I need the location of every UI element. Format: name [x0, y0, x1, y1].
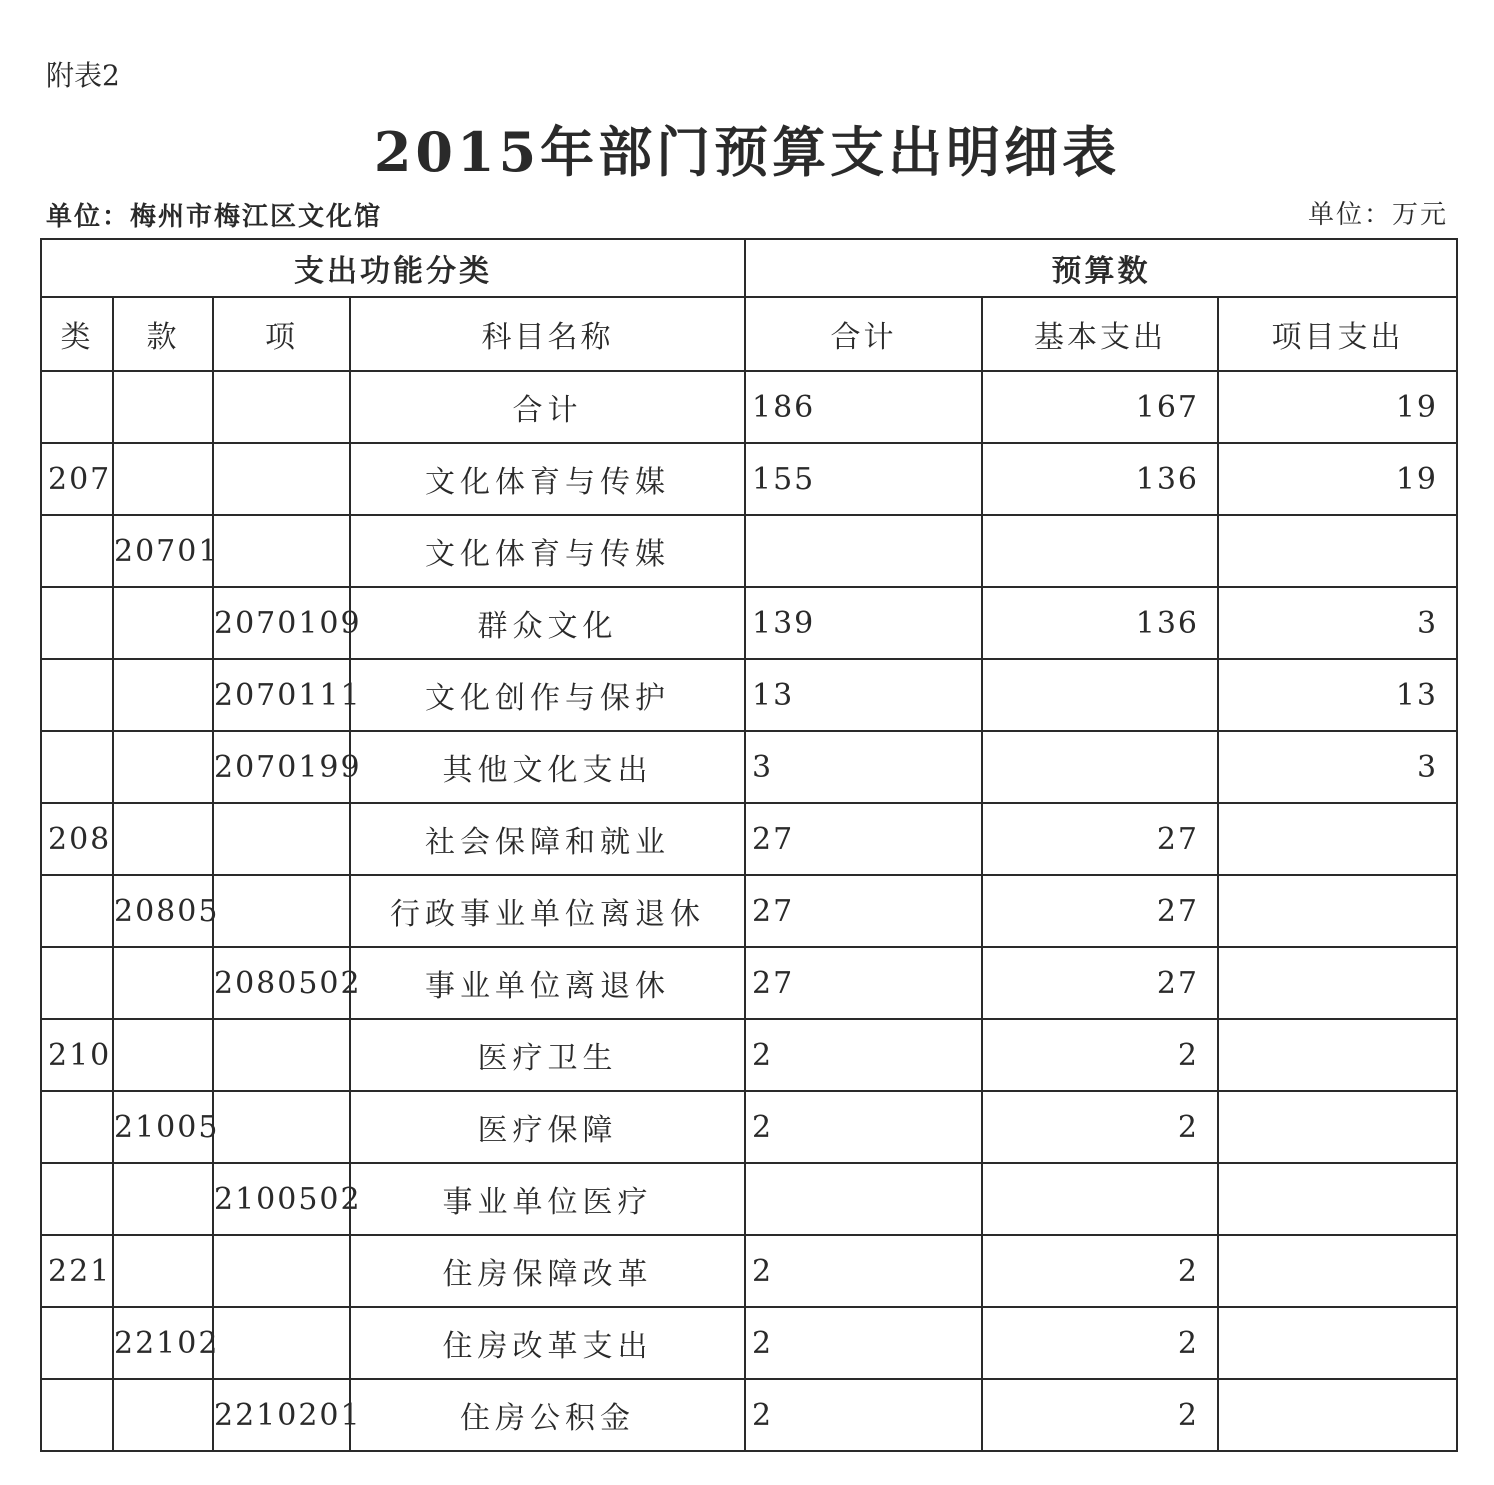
- unit-organization: 单位：梅州市梅江区文化馆: [46, 202, 383, 232]
- header-kuan: 款: [113, 297, 213, 371]
- table-row: [41, 1019, 1457, 1091]
- cell-kuan: [113, 659, 213, 731]
- cell-name: 医疗保障: [350, 1091, 745, 1163]
- cell-project: 13: [1218, 659, 1457, 731]
- header-lei: 类: [41, 297, 113, 371]
- cell-basic: 136: [982, 587, 1218, 659]
- cell-project: 3: [1218, 731, 1457, 803]
- cell-kuan: 21005: [113, 1091, 213, 1163]
- table-row: [41, 1235, 1457, 1307]
- cell-kuan: 22102: [113, 1307, 213, 1379]
- cell-basic: 27: [982, 947, 1218, 1019]
- cell-name: 医疗卫生: [350, 1019, 745, 1091]
- cell-xiang: 2100502: [213, 1163, 350, 1235]
- cell-kuan: [113, 587, 213, 659]
- header-total: 合计: [745, 297, 982, 371]
- table-row: [41, 1163, 1457, 1235]
- cell-total: 2: [745, 1307, 982, 1379]
- cell-total: 2: [745, 1379, 982, 1451]
- cell-name: 事业单位医疗: [350, 1163, 745, 1235]
- cell-name: 文化体育与传媒: [350, 443, 745, 515]
- cell-basic: 136: [982, 443, 1218, 515]
- header-group-function: 支出功能分类: [41, 239, 745, 297]
- cell-name: 其他文化支出: [350, 731, 745, 803]
- cell-project: 19: [1218, 371, 1457, 443]
- cell-lei: 208: [41, 803, 113, 875]
- cell-basic: 27: [982, 803, 1218, 875]
- cell-basic: 2: [982, 1019, 1218, 1091]
- cell-total: 13: [745, 659, 982, 731]
- cell-basic: [982, 659, 1218, 731]
- cell-total: [745, 1163, 982, 1235]
- cell-kuan: [113, 1163, 213, 1235]
- cell-xiang: 2070199: [213, 731, 350, 803]
- cell-total: 27: [745, 875, 982, 947]
- table-row: [41, 587, 1457, 659]
- cell-total: 27: [745, 947, 982, 1019]
- cell-total: [745, 515, 982, 587]
- cell-lei: [41, 875, 113, 947]
- cell-name: 事业单位离退休: [350, 947, 745, 1019]
- cell-name: 文化体育与传媒: [350, 515, 745, 587]
- cell-project: [1218, 1379, 1457, 1451]
- cell-basic: 2: [982, 1091, 1218, 1163]
- cell-basic: 2: [982, 1235, 1218, 1307]
- table-row: [41, 1379, 1457, 1451]
- cell-name: 文化创作与保护: [350, 659, 745, 731]
- cell-kuan: [113, 1235, 213, 1307]
- cell-lei: 221: [41, 1235, 113, 1307]
- cell-lei: [41, 1307, 113, 1379]
- cell-lei: [41, 947, 113, 1019]
- table-row: [41, 1091, 1457, 1163]
- page-title: 2015年部门预算支出明细表: [373, 120, 1121, 184]
- cell-total: 186: [745, 371, 982, 443]
- header-basic: 基本支出: [982, 297, 1218, 371]
- cell-name: 社会保障和就业: [350, 803, 745, 875]
- cell-xiang: [213, 875, 350, 947]
- cell-project: [1218, 1235, 1457, 1307]
- cell-total: 2: [745, 1235, 982, 1307]
- table-row: [41, 875, 1457, 947]
- cell-kuan: [113, 371, 213, 443]
- cell-kuan: [113, 443, 213, 515]
- cell-basic: 2: [982, 1307, 1218, 1379]
- cell-xiang: [213, 1019, 350, 1091]
- header-project: 项目支出: [1218, 297, 1457, 371]
- cell-basic: 167: [982, 371, 1218, 443]
- cell-lei: 210: [41, 1019, 113, 1091]
- cell-name: 行政事业单位离退休: [350, 875, 745, 947]
- cell-xiang: 2210201: [213, 1379, 350, 1451]
- cell-lei: [41, 1091, 113, 1163]
- cell-kuan: [113, 1019, 213, 1091]
- table-body: [41, 371, 1457, 1451]
- cell-project: [1218, 1019, 1457, 1091]
- cell-lei: [41, 1163, 113, 1235]
- cell-total: 2: [745, 1019, 982, 1091]
- table-row: [41, 1307, 1457, 1379]
- cell-project: [1218, 803, 1457, 875]
- cell-name: 群众文化: [350, 587, 745, 659]
- cell-xiang: 2080502: [213, 947, 350, 1019]
- cell-kuan: 20805: [113, 875, 213, 947]
- cell-lei: [41, 731, 113, 803]
- cell-kuan: [113, 803, 213, 875]
- cell-total: 2: [745, 1091, 982, 1163]
- table-row: [41, 659, 1457, 731]
- cell-kuan: 20701: [113, 515, 213, 587]
- table-row: [41, 803, 1457, 875]
- cell-xiang: [213, 803, 350, 875]
- attachment-label: 附表2: [46, 59, 120, 92]
- cell-project: 19: [1218, 443, 1457, 515]
- cell-project: [1218, 515, 1457, 587]
- cell-xiang: [213, 515, 350, 587]
- cell-basic: [982, 1163, 1218, 1235]
- cell-lei: [41, 1379, 113, 1451]
- cell-name: 住房保障改革: [350, 1235, 745, 1307]
- cell-project: [1218, 1163, 1457, 1235]
- table-row: [41, 515, 1457, 587]
- header-name: 科目名称: [350, 297, 745, 371]
- cell-basic: [982, 515, 1218, 587]
- cell-xiang: [213, 371, 350, 443]
- cell-project: [1218, 1091, 1457, 1163]
- header-group-budget: 预算数: [745, 239, 1457, 297]
- cell-lei: [41, 587, 113, 659]
- budget-table: [40, 238, 1458, 1452]
- cell-total: 27: [745, 803, 982, 875]
- cell-xiang: [213, 1307, 350, 1379]
- cell-xiang: 2070111: [213, 659, 350, 731]
- cell-kuan: [113, 1379, 213, 1451]
- unit-currency: 单位：万元: [1307, 200, 1448, 230]
- cell-lei: [41, 515, 113, 587]
- cell-kuan: [113, 947, 213, 1019]
- cell-total: 139: [745, 587, 982, 659]
- cell-total: 155: [745, 443, 982, 515]
- cell-xiang: [213, 1235, 350, 1307]
- cell-xiang: [213, 443, 350, 515]
- cell-name: 住房公积金: [350, 1379, 745, 1451]
- cell-kuan: [113, 731, 213, 803]
- cell-lei: [41, 659, 113, 731]
- table-row: [41, 731, 1457, 803]
- table-row: [41, 371, 1457, 443]
- cell-xiang: [213, 1091, 350, 1163]
- cell-project: [1218, 1307, 1457, 1379]
- cell-lei: [41, 371, 113, 443]
- table-row: [41, 947, 1457, 1019]
- cell-basic: 2: [982, 1379, 1218, 1451]
- cell-xiang: 2070109: [213, 587, 350, 659]
- cell-basic: [982, 731, 1218, 803]
- cell-name: 住房改革支出: [350, 1307, 745, 1379]
- cell-lei: 207: [41, 443, 113, 515]
- cell-basic: 27: [982, 875, 1218, 947]
- cell-project: [1218, 947, 1457, 1019]
- header-xiang: 项: [213, 297, 350, 371]
- cell-total: 3: [745, 731, 982, 803]
- cell-name: 合计: [350, 371, 745, 443]
- cell-project: [1218, 875, 1457, 947]
- cell-project: 3: [1218, 587, 1457, 659]
- table-row: [41, 443, 1457, 515]
